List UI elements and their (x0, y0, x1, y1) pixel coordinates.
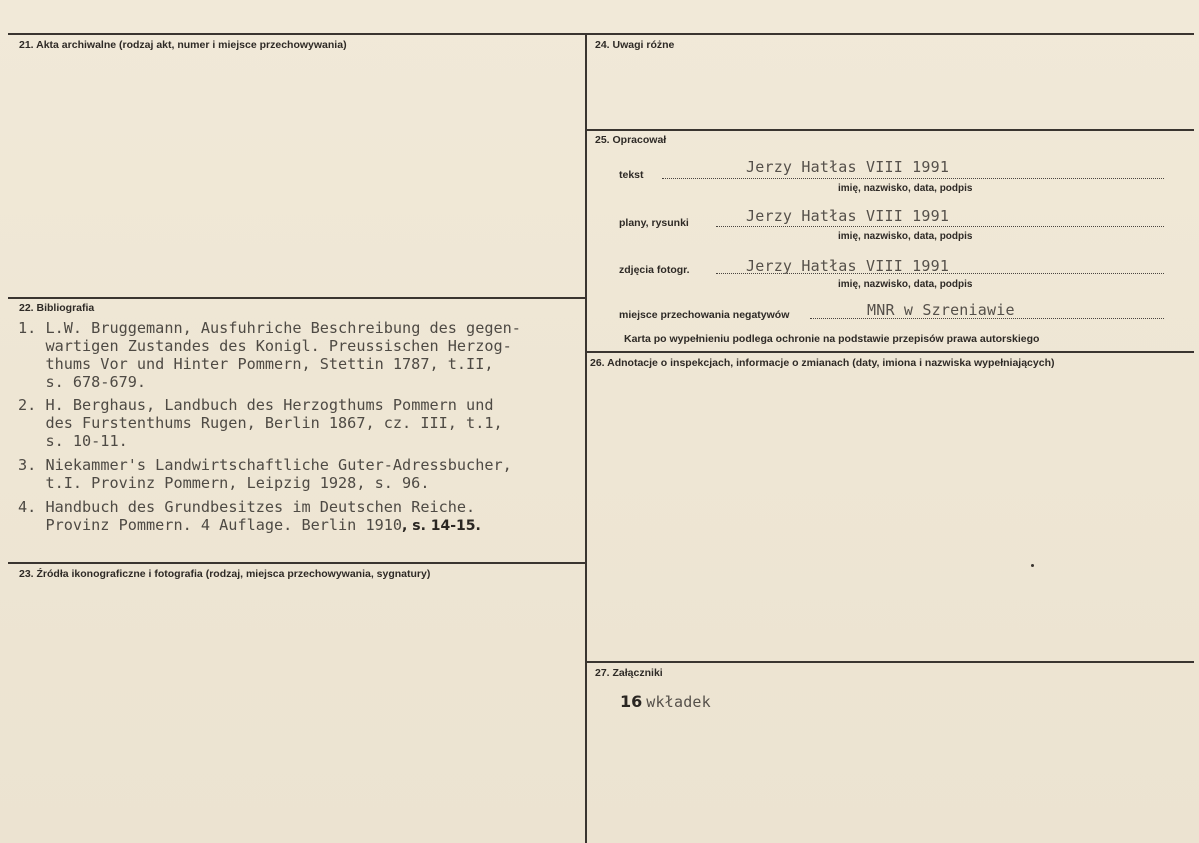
negatives-label: miejsce przechowania negatywów (619, 309, 790, 321)
section-22-label: 22. Bibliografia (19, 302, 95, 314)
bib-line: s. 678-679. (45, 373, 147, 391)
bib-line: Niekammer's Landwirtschaftliche Guter-Adressbucher, (45, 456, 512, 474)
author-plans-label: plany, rysunki (619, 217, 689, 229)
bib-line: t.I. Provinz Pommern, Leipzig 1928, s. 96. (45, 474, 430, 492)
section-24-label: 24. Uwagi różne (595, 39, 675, 51)
bib-line: L.W. Bruggemann, Ausfuhriche Beschreibung des gegen- (45, 319, 521, 337)
author-text-label: tekst (619, 169, 644, 181)
bib-number: 2. (18, 396, 37, 414)
bibliography-entry-3 (18, 456, 512, 492)
section-21-label: 21. Akta archiwalne (rodzaj akt, numer i miejsce przechowywania) (19, 39, 347, 51)
bib-number: 4. (18, 498, 37, 516)
author-plans-caption: imię, nazwisko, data, podpis (838, 231, 973, 242)
section-25-label: 25. Opracował (595, 134, 667, 146)
divider-26-27 (586, 661, 1194, 663)
copyright-notice: Karta po wypełnieniu podlega ochronie na podstawie przepisów prawa autorskiego (624, 333, 1040, 345)
negatives-value: MNR w Szreniawie (867, 301, 1015, 319)
divider-21-22 (8, 297, 586, 299)
divider-25-26 (586, 351, 1194, 353)
bib-line: thums Vor und Hinter Pommern, Stettin 1787, t.II, (45, 355, 494, 373)
author-plans-value: Jerzy Hatłas VIII 1991 (746, 207, 950, 225)
divider-22-23 (8, 562, 586, 564)
author-text-value: Jerzy Hatłas VIII 1991 (746, 158, 950, 176)
bib-line: des Furstenthums Rugen, Berlin 1867, cz. III, t.1, (45, 414, 503, 432)
handwritten-pages: , s. 14-15. (402, 518, 481, 534)
bibliography-entry-1 (18, 319, 521, 391)
center-divider (585, 33, 587, 843)
author-text-caption: imię, nazwisko, data, podpis (838, 183, 973, 194)
bib-line: Provinz Pommern. 4 Auflage. Berlin 1910 (45, 516, 403, 534)
author-text-line (662, 178, 1164, 179)
ink-speck (1031, 564, 1034, 567)
author-plans-line (716, 226, 1164, 227)
author-photos-caption: imię, nazwisko, data, podpis (838, 279, 973, 290)
author-photos-value: Jerzy Hatłas VIII 1991 (746, 257, 950, 275)
bibliography-entry-2 (18, 396, 503, 450)
top-border (8, 33, 1194, 35)
bib-number: 1. (18, 319, 37, 337)
bib-line: H. Berghaus, Landbuch des Herzogthums Pommern und (45, 396, 494, 414)
bib-line: s. 10-11. (45, 432, 128, 450)
bibliography-entry-4 (18, 498, 481, 535)
bib-line: wartigen Zustandes des Konigl. Preussischen Herzog- (45, 337, 512, 355)
attachments-value (620, 692, 711, 712)
section-26-label: 26. Adnotacje o inspekcjach, informacje o zmianach (daty, imiona i nazwiska wypełniających) (590, 357, 1055, 369)
bib-line: Handbuch des Grundbesitzes im Deutschen Reiche. (45, 498, 476, 516)
author-photos-label: zdjęcia fotogr. (619, 264, 690, 276)
divider-24-25 (586, 129, 1194, 131)
attachments-unit: wkładek (646, 693, 711, 711)
attachments-count: 16 (620, 692, 643, 711)
section-23-label: 23. Źródła ikonograficzne i fotografia (rodzaj, miejsca przechowywania, sygnatury) (19, 568, 431, 580)
section-27-label: 27. Załączniki (595, 667, 663, 679)
bib-number: 3. (18, 456, 37, 474)
